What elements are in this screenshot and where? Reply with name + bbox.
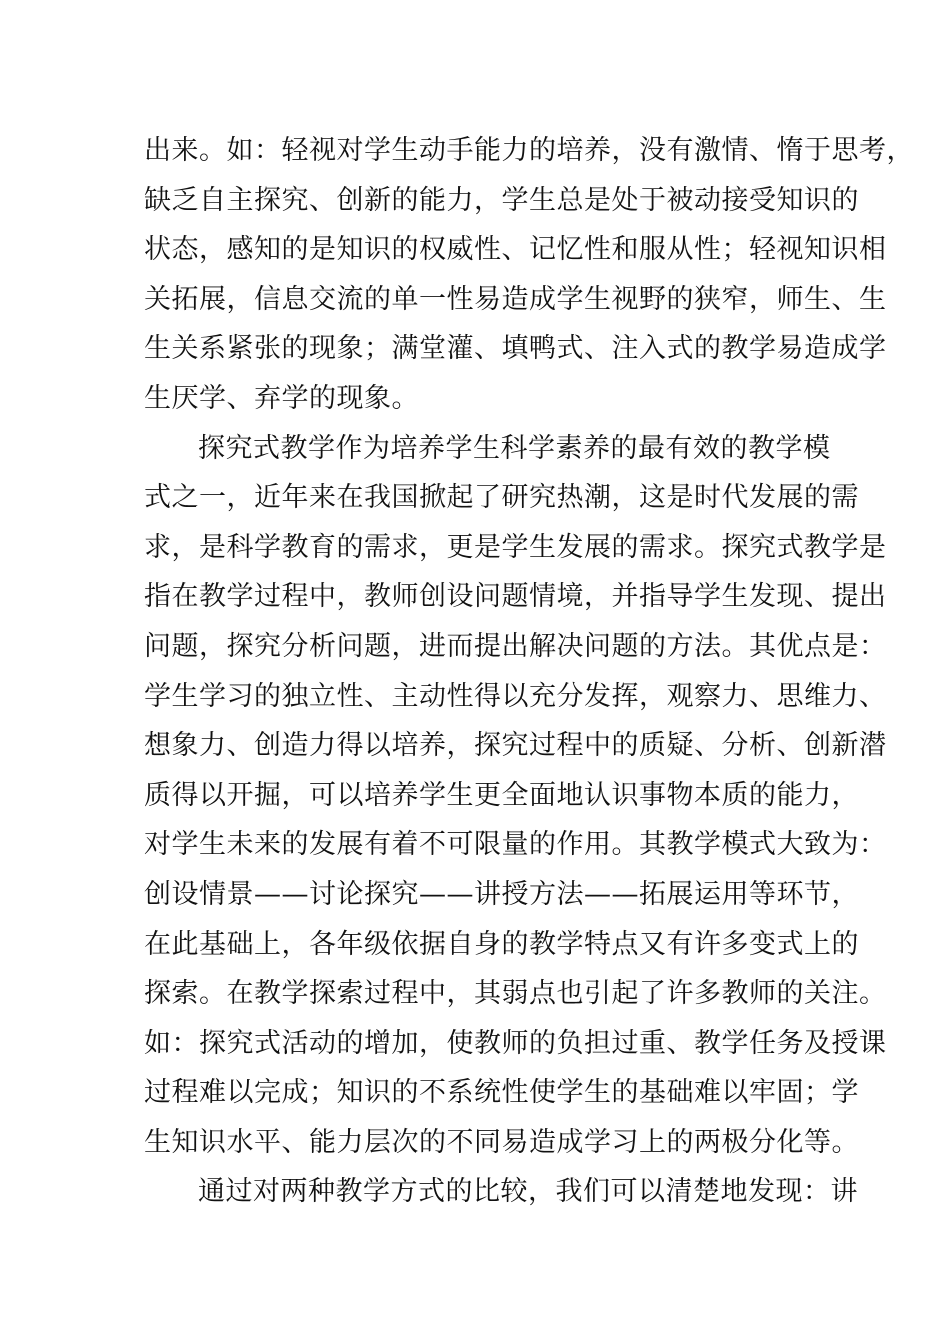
- text-line: 指在教学过程中，教师创设问题情境，并指导学生发现、提出: [144, 581, 887, 613]
- text-line: 对学生未来的发展有着不可限量的作用。其教学模式大致为：: [144, 829, 887, 861]
- text-line: 通过对两种教学方式的比较，我们可以清楚地发现：讲: [198, 1176, 858, 1208]
- text-line: 生厌学、弃学的现象。: [144, 382, 419, 414]
- paragraph-3: [144, 1167, 858, 1217]
- text-line: 求，是科学教育的需求，更是学生发展的需求。探究式教学是: [144, 531, 887, 563]
- text-line: 质得以开掘，可以培养学生更全面地认识事物本质的能力，: [144, 779, 859, 811]
- text-line: 式之一，近年来在我国掀起了研究热潮，这是时代发展的需: [144, 482, 859, 514]
- text-line: 想象力、创造力得以培养，探究过程中的质疑、分析、创新潜: [144, 730, 887, 762]
- text-line: 出来。如：轻视对学生动手能力的培养，没有激情、惰于思考，: [144, 135, 914, 166]
- text-line: 状态，感知的是知识的权威性、记忆性和服从性；轻视知识相: [144, 234, 887, 266]
- text-line: 学生学习的独立性、主动性得以充分发挥，观察力、思维力、: [144, 680, 887, 712]
- text-line: 生关系紧张的现象；满堂灌、填鸭式、注入式的教学易造成学: [144, 333, 887, 365]
- text-line: 如：探究式活动的增加，使教师的负担过重、教学任务及授课: [144, 1027, 887, 1059]
- text-line: 缺乏自主探究、创新的能力，学生总是处于被动接受知识的: [144, 184, 859, 216]
- text-line: 在此基础上，各年级依据自身的教学特点又有许多变式上的: [144, 928, 859, 960]
- text-line: 创设情景——讨论探究——讲授方法——拓展运用等环节，: [144, 878, 859, 910]
- document-body: [144, 126, 914, 1217]
- paragraph-1: [144, 126, 914, 424]
- text-line: 过程难以完成；知识的不系统性使学生的基础难以牢固；学: [144, 1077, 859, 1109]
- text-line: 探究式教学作为培养学生科学素养的最有效的教学模: [198, 432, 831, 464]
- text-line: 问题，探究分析问题，进而提出解决问题的方法。其优点是：: [144, 630, 887, 662]
- paragraph-2: [144, 424, 887, 1168]
- text-line: 探索。在教学探索过程中，其弱点也引起了许多教师的关注。: [144, 978, 887, 1010]
- text-line: 关拓展，信息交流的单一性易造成学生视野的狭窄，师生、生: [144, 283, 887, 315]
- text-line: 生知识水平、能力层次的不同易造成学习上的两极分化等。: [144, 1126, 859, 1158]
